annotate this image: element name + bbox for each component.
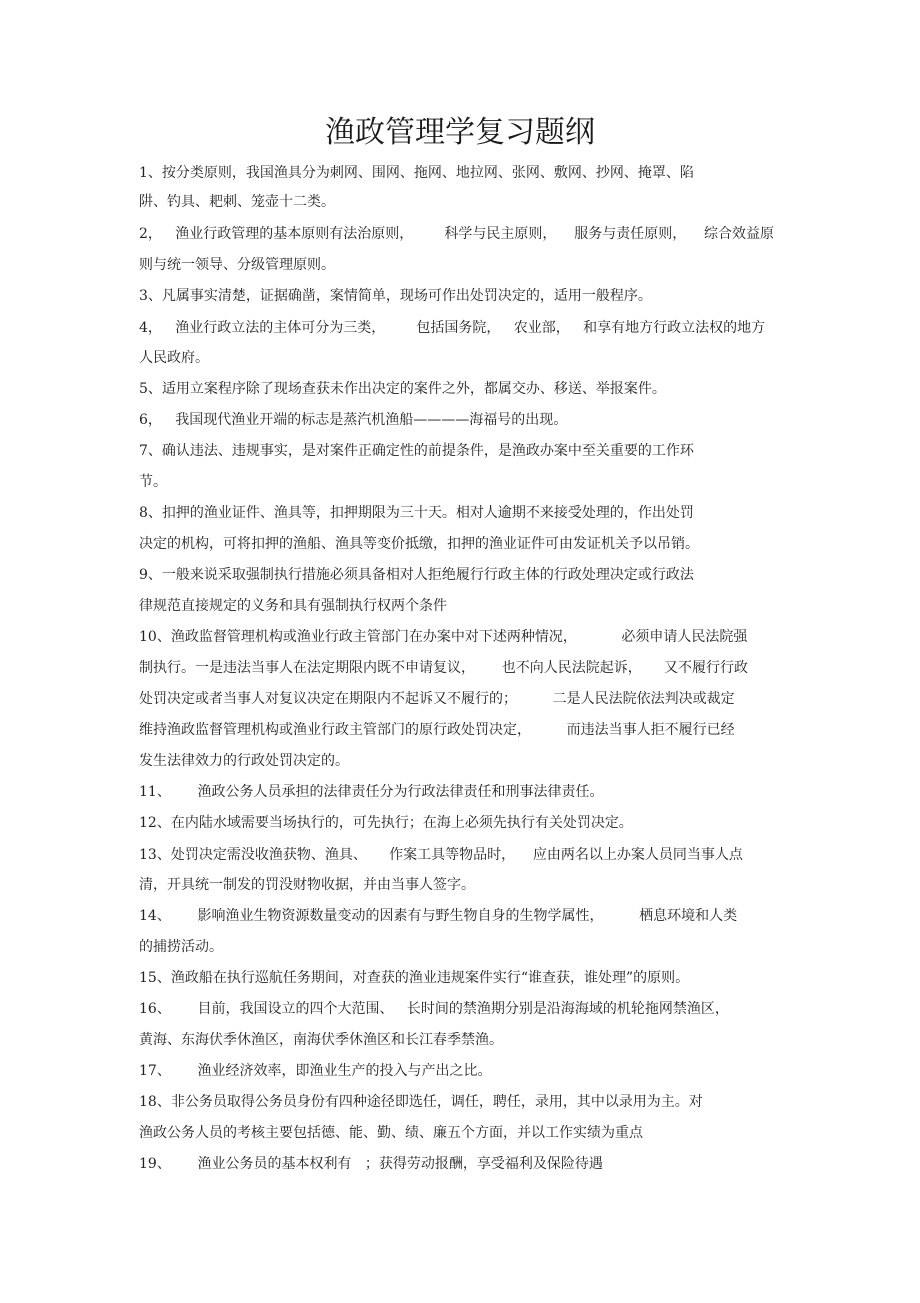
text-line: 发生法律效力的行政处罚决定的。: [139, 753, 349, 769]
text-line: 3、凡属事实清楚，证据确凿，案情简单，现场可作出处罚决定的，适用一般程序。: [139, 288, 652, 304]
text-line: 5、适用立案程序除了现场查获未作出决定的案件之外，都属交办、移送、举报案件。: [139, 381, 666, 397]
text-line: 8、扣押的渔业证件、渔具等，扣押期限为三十天。相对人逾期不来接受处理的，作出处罚: [139, 505, 694, 521]
text-line: 9、一般来说采取强制执行措施必须具备相对人拒绝履行行政主体的行政处理决定或行政法: [139, 567, 694, 583]
text-line: 11、 渔政公务人员承担的法律责任分为行政法律责任和刑事法律责任。: [139, 784, 604, 800]
text-line: 处罚决定或者当事人对复议决定在期限内不起诉又不履行的； 二是人民法院依法判决或裁定: [139, 691, 735, 707]
text-line: 16、 目前，我国设立的四个大范围、 长时间的禁渔期分别是沿海海域的机轮拖网禁渔区，: [139, 1001, 729, 1017]
page-title: 渔政管理学复习题纲: [325, 115, 595, 150]
text-line: 1、按分类原则，我国渔具分为刺网、围网、拖网、地拉网、张网、敷网、抄网、掩罩、陷: [139, 165, 694, 181]
text-line: 18、非公务员取得公务员身份有四种途径即选任，调任，聘任，录用，其中以录用为主。对: [139, 1094, 703, 1110]
text-line: 制执行。一是违法当事人在法定期限内既不申请复议， 也不向人民法院起诉， 又不履行行政: [139, 660, 748, 676]
text-line: 则与统一领导、分级管理原则。: [139, 257, 335, 273]
text-line: 19、 渔业公务员的基本权利有 ；获得劳动报酬，享受福利及保险待遇: [139, 1156, 603, 1172]
text-line: 2， 渔业行政管理的基本原则有法治原则， 科学与民主原则， 服务与责任原则， 综合效益原: [139, 226, 775, 242]
text-line: 17、 渔业经济效率，即渔业生产的投入与产出之比。: [139, 1063, 492, 1079]
text-line: 阱、钓具、耙刺、笼壶十二类。: [139, 194, 335, 210]
text-line: 节。: [139, 474, 167, 490]
text-line: 律规范直接规定的义务和具有强制执行权两个条件: [139, 598, 447, 614]
text-line: 12、在内陆水域需要当场执行的，可先执行；在海上必须先执行有关处罚决定。: [139, 815, 633, 831]
text-line: 人民政府。: [139, 350, 209, 366]
text-line: 黄海、东海伏季休渔区，南海伏季休渔区和长江春季禁渔。: [139, 1032, 503, 1048]
text-line: 清，开具统一制发的罚没财物收据，并由当事人签字。: [139, 877, 475, 893]
text-line: 10、渔政监督管理机构或渔业行政主管部门在办案中对下述两种情况， 必须申请人民法院强: [139, 629, 748, 645]
text-line: 13、处罚决定需没收渔获物、渔具、 作案工具等物品时， 应由两名以上办案人员同当事人点: [139, 847, 743, 863]
text-line: 维持渔政监督管理机构或渔业行政主管部门的原行政处罚决定， 而违法当事人拒不履行已经: [139, 722, 735, 738]
text-line: 4， 渔业行政立法的主体可分为三类， 包括国务院， 农业部， 和享有地方行政立法权的地方: [139, 320, 766, 336]
text-line: 14、 影响渔业生物资源数量变动的因素有与野生物自身的生物学属性， 栖息环境和人类: [139, 908, 738, 924]
text-line: 决定的机构，可将扣押的渔船、渔具等变价抵缴，扣押的渔业证件可由发证机关予以吊销。: [139, 536, 699, 552]
text-line: 渔政公务人员的考核主要包括德、能、勤、绩、廉五个方面，并以工作实绩为重点: [139, 1125, 643, 1141]
text-line: 7、确认违法、违规事实，是对案件正确定性的前提条件，是渔政办案中至关重要的工作环: [139, 443, 694, 459]
text-line: 的捕捞活动。: [139, 939, 223, 955]
text-line: 6， 我国现代渔业开端的标志是蒸汽机渔船————海福号的出现。: [139, 412, 568, 428]
text-line: 15、渔政船在执行巡航任务期间，对查获的渔业违规案件实行“谁查获，谁处理”的原则。: [139, 970, 690, 986]
